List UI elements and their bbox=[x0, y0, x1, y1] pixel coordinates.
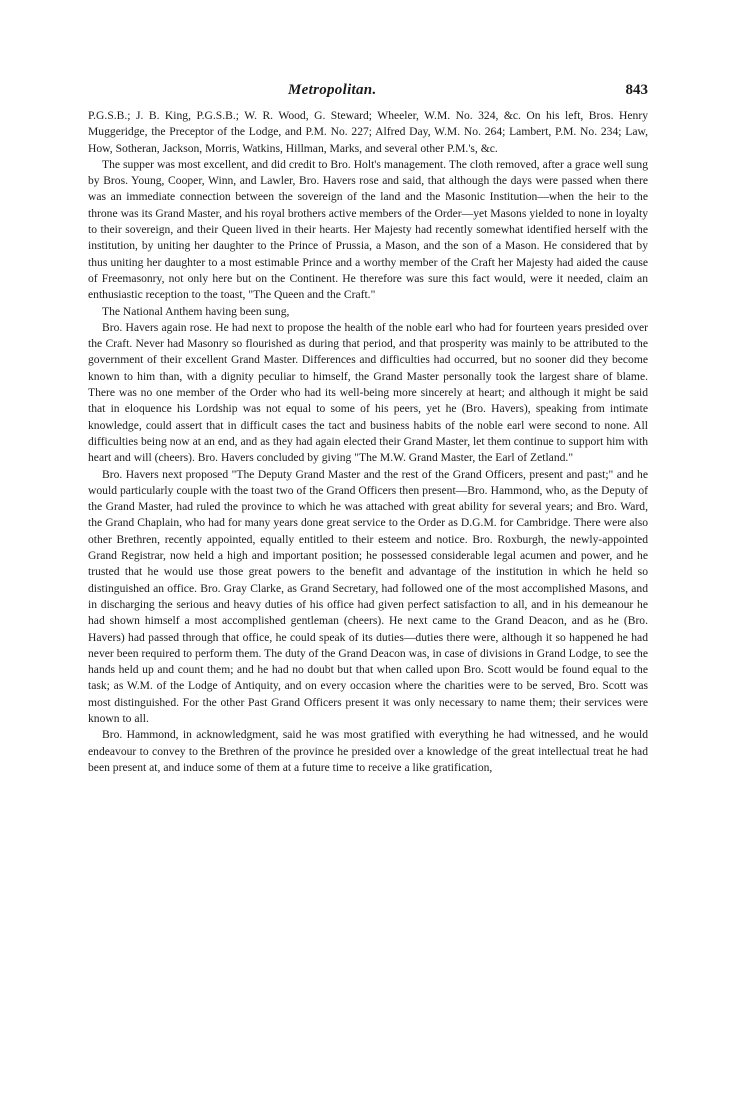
body-text bbox=[88, 108, 648, 776]
page-number: 843 bbox=[625, 82, 648, 98]
paragraph-6: Bro. Hammond, in acknowledgment, said he was most gratified with everything he had witnessed, and he would endeavour to convey to the Brethren of the province he presided over a knowledge of the great intellectual treat he had been present at, and induce some of them at a future time to receive a like gratification, bbox=[88, 728, 648, 774]
paragraph-1: P.G.S.B.; J. B. King, P.G.S.B.; W. R. Wood, G. Steward; Wheeler, W.M. No. 324, &c. On his left, Bros. Henry Muggeridge, the Preceptor of the Lodge, and P.M. No. 227; Alfred Day, W.M. No. 264; Lambert, P.M. No. 234; Law, How, Sotheran, Jackson, Morris, Watkins, Hillman, Marks, and several other P.M.'s, &c. bbox=[88, 109, 648, 155]
page bbox=[88, 82, 648, 776]
paragraph-3: The National Anthem having been sung, bbox=[102, 304, 290, 318]
paragraph-2: The supper was most excellent, and did credit to Bro. Holt's management. The cloth removed, after a grace well sung by Bros. Young, Cooper, Winn, and Lawler, Bro. Havers rose and said, that although the days were passed when there was an immediate connection between the sovereign of the land and the Masonic Institution—when the heir to the throne was its Grand Master, and his royal brothers active members of the Order—yet Masons yielded to none in loyalty to their sovereign, and their Queen lived in their hearts. Her Majesty had recently somewhat identified herself with the institution, by uniting her daughter to the Prince of Prussia, a Mason, and the son of a Mason. He considered that by thus uniting her daughter to a most estimable Prince and a worthy member of the Craft her Majesty had aided the cause of Freemasonry, not only here but on the Continent. He therefore was sure this fact would, were it needed, claim an enthusiastic reception to the toast, "The Queen and the Craft." bbox=[88, 157, 648, 302]
paragraph-4: Bro. Havers again rose. He had next to propose the health of the noble earl who had for fourteen years presided over the Craft. Never had Masonry so flourished as during that period, and that prosperity was mainly to be attributed to the government of their excellent Grand Master. Differences and difficulties had occurred, but no sooner did they become known to him than, with a dignity peculiar to himself, the Grand Master personally took the largest share of blame. There was no one member of the Order who had its well-being more sincerely at heart; and although it might be said that in eloquence his Lordship was not equal to some of his peers, yet he (Bro. Havers), speaking from intimate knowledge, could assert that in difficult cases the tact and business habits of the noble earl were second to none. All difficulties being now at an end, and as they had again elected their Grand Master, let them continue to support him with heart and will (cheers). Bro. Havers concluded by giving "The M.W. Grand Master, the Earl of Zetland." bbox=[88, 320, 648, 465]
running-title: Metropolitan. bbox=[288, 82, 377, 98]
paragraph-5: Bro. Havers next proposed "The Deputy Grand Master and the rest of the Grand Officers, present and past;" and he would particularly couple with the toast two of the Grand Officers then present—Bro. Hammond, who, as the Deputy of the Grand Master, had ruled the province to which he was attached with great ability for several years; and Bro. Ward, the Grand Chaplain, who had for many years done great service to the Order as D.G.M. for Cambridge. There were also other Brethren, recently appointed, equally entitled to their esteem and notice. Bro. Roxburgh, the newly-appointed Grand Registrar, now held a high and important position; he possessed considerable legal acumen and power, and he trusted that he would use those great powers to the benefit and advantage of the institution in which he held so distinguished an office. Bro. Gray Clarke, as Grand Secretary, had followed one of the most accomplished Masons, and in discharging the serious and heavy duties of his office had given perfect satisfaction to all, and in his demeanour he had shown himself a most accomplished gentleman (cheers). He next came to the Grand Deacon, and as he (Bro. Havers) had passed through that office, he could speak of its duties—duties there were, although it so happened he had never been required to perform them. The duty of the Grand Deacon was, in case of divisions in Grand Lodge, to see the hands held up and count them; and he had no doubt but that when called upon Bro. Scott would be found equal to the task; as W.M. of the Lodge of Antiquity, and on every occasion where the charities were to be served, Bro. Scott was most distinguished. For the other Past Grand Officers present it was only necessary to name them; their services were known to all. bbox=[88, 467, 648, 725]
running-head bbox=[88, 82, 648, 108]
